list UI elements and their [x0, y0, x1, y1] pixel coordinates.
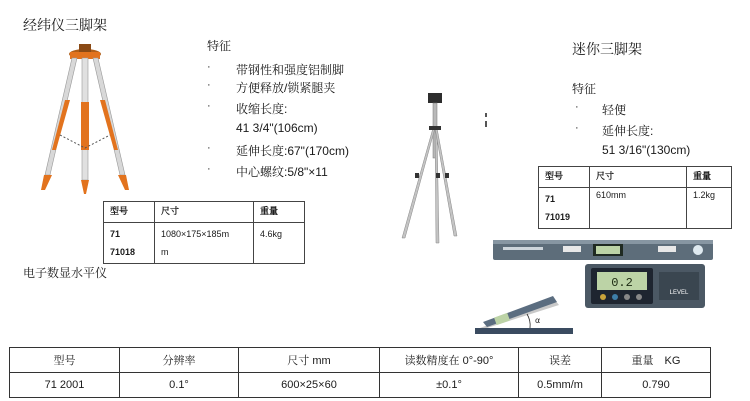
right-table-header-model: 型号: [539, 167, 590, 188]
bullet-dot: ·: [207, 142, 211, 154]
right-feature-3: 51 3/16"(130cm): [602, 143, 691, 157]
angle-alpha-label: α: [535, 316, 541, 325]
mini-tripod-image: [385, 88, 495, 248]
level-cell-weight: 0.790: [602, 373, 711, 398]
lcd-reading: 0.2: [611, 276, 633, 290]
level-cell-resolution: 0.1°: [120, 373, 239, 398]
right-spec-table: [538, 166, 732, 229]
right-product-title: 迷你三脚架: [572, 41, 642, 57]
left-feature-3: 收缩长度:: [236, 102, 288, 116]
right-size: 610mm: [590, 188, 687, 229]
right-weight: 1.2kg: [687, 188, 732, 229]
right-model-line2: 71019: [545, 212, 571, 222]
left-feature-1: 带钢性和强度铝制脚: [236, 63, 345, 77]
right-table-header-size: 尺寸: [590, 167, 687, 188]
left-size-line2: m: [161, 247, 169, 257]
left-table-header-model: 型号: [104, 202, 155, 223]
angle-measurement-image: [475, 290, 575, 335]
level-header-weight: 重量 KG: [602, 348, 711, 373]
level-cell-size: 600×25×60: [239, 373, 380, 398]
level-label-text: LEVEL: [669, 290, 689, 296]
left-feature-6: 中心螺纹:5/8"×11: [236, 165, 328, 179]
left-size-line1: 1080×175×185m: [161, 229, 230, 239]
level-header-size: 尺寸 mm: [239, 348, 380, 373]
level-cell-error: 0.5mm/m: [519, 373, 602, 398]
left-table-header-weight: 重量: [254, 202, 305, 223]
left-product-title: 经纬仪三脚架: [23, 17, 107, 33]
right-feature-2: 延伸长度:: [602, 124, 654, 138]
surveyor-tripod-image: [30, 40, 140, 195]
bullet-dot: ·: [575, 101, 579, 113]
level-spec-table: [9, 347, 711, 398]
level-title: 电子数显水平仪: [23, 266, 108, 280]
left-feature-4: 41 3/4"(106cm): [236, 121, 318, 135]
bullet-dot: ·: [207, 79, 211, 91]
level-cell-accuracy: ±0.1°: [380, 373, 519, 398]
bullet-dot: ·: [575, 122, 579, 134]
left-features-heading: 特征: [207, 39, 232, 53]
bullet-dot: ·: [207, 100, 211, 112]
left-spec-table: [103, 201, 305, 264]
bullet-dot: ·: [207, 61, 211, 73]
level-header-resolution: 分辨率: [120, 348, 239, 373]
level-cell-model: 71 2001: [10, 373, 120, 398]
left-feature-2: 方便释放/锁紧腿夹: [236, 81, 336, 95]
left-model-line1: 71: [110, 229, 121, 239]
digital-level-bar-image: [493, 238, 713, 262]
left-model-line2: 71018: [110, 247, 136, 257]
level-header-model: 型号: [10, 348, 120, 373]
right-features-heading: 特征: [572, 82, 597, 96]
left-feature-5: 延伸长度:67"(170cm): [236, 144, 349, 158]
level-header-accuracy: 读数精度在 0°-90°: [380, 348, 519, 373]
level-header-error: 误差: [519, 348, 602, 373]
right-table-header-weight: 重量: [687, 167, 732, 188]
left-table-header-size: 尺寸: [155, 202, 254, 223]
bullet-dot: ·: [207, 163, 211, 175]
left-weight: 4.6kg: [254, 223, 305, 264]
right-model-line1: 71: [545, 194, 556, 204]
right-feature-1: 轻便: [602, 103, 627, 117]
level-display-closeup-image: [585, 264, 705, 308]
